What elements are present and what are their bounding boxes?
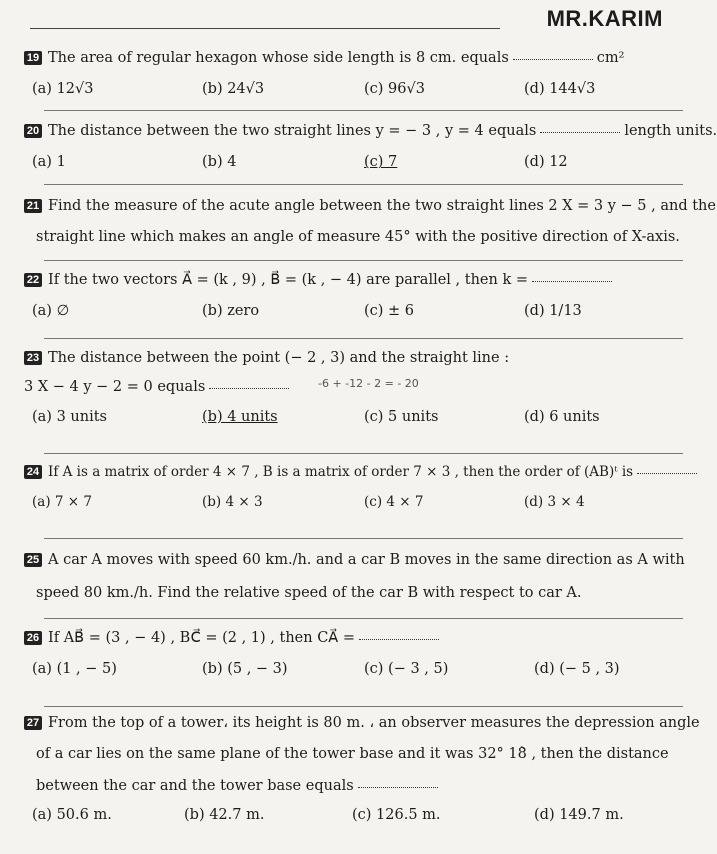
question-25 (24, 552, 683, 603)
question-20 (24, 123, 717, 176)
question-text: If A is a matrix of order 4 × 7 , B is a matrix of order 7 × 3 , then the order of (AB)ᵗ is (48, 464, 634, 480)
option-c: (c) (− 3 , 5) (364, 661, 449, 678)
option-c: (c) 96√3 (364, 81, 425, 98)
question-number: 23 (24, 351, 42, 365)
question-text: From the top of a tower، its height is 80 m. ، an observer measures the depression angle (48, 715, 700, 731)
question-text: The area of regular hexagon whose side length is 8 cm. equals (48, 50, 509, 66)
option-c: (c) 5 units (364, 408, 439, 425)
option-d: (d) 3 × 4 (524, 494, 585, 511)
divider (44, 110, 683, 111)
question-number: 25 (24, 553, 42, 567)
question-number: 19 (24, 51, 42, 65)
question-21 (24, 198, 716, 247)
option-a: (a) 3 units (32, 408, 107, 425)
option-b: (b) 24√3 (202, 81, 265, 98)
question-number: 22 (24, 273, 42, 287)
question-text: The distance between the two straight lines y = − 3 , y = 4 equals (48, 123, 537, 139)
option-b: (b) (5 , − 3) (202, 661, 288, 678)
question-number: 27 (24, 716, 42, 730)
answer-blank (209, 388, 289, 389)
page-header: MR.KARIM (546, 6, 663, 31)
divider (44, 706, 683, 707)
header-rule-left (30, 28, 500, 29)
question-text: Find the measure of the acute angle between the two straight lines 2 X = 3 y − 5 , and the (48, 198, 716, 214)
question-text: A car A moves with speed 60 km./h. and a car B moves in the same direction as A with (48, 552, 685, 568)
question-24 (24, 464, 683, 516)
question-number: 26 (24, 631, 42, 645)
option-a: (a) ∅ (32, 303, 70, 320)
option-b: (b) 42.7 m. (184, 807, 265, 824)
question-23 (24, 350, 683, 431)
option-d: (d) 149.7 m. (534, 807, 624, 824)
question-26 (24, 630, 683, 683)
handwritten-note: -6 + -12 - 2 = - 20 (318, 377, 419, 390)
option-c: (c) 4 × 7 (364, 494, 424, 511)
question-text-line2: of a car lies on the same plane of the tower base and it was 32° 18̀ , then the distance (36, 746, 669, 763)
answer-blank (532, 281, 612, 282)
question-tail: cm² (596, 50, 625, 66)
option-a: (a) 50.6 m. (32, 807, 112, 824)
question-text-line2: speed 80 km./h. Find the relative speed of the car B with respect to car A. (36, 585, 582, 602)
divider (44, 618, 683, 619)
question-text: If the two vectors A⃗ = (k , 9) , B⃗ = (k , − 4) are parallel , then k = (48, 272, 529, 288)
question-19 (24, 50, 683, 103)
option-a: (a) (1 , − 5) (32, 661, 117, 678)
option-c: (c) 126.5 m. (352, 807, 441, 824)
option-a: (a) 7 × 7 (32, 494, 92, 511)
answer-blank (540, 132, 620, 133)
divider (44, 538, 683, 539)
question-text: The distance between the point (− 2 , 3) and the straight line : (48, 350, 510, 366)
question-number: 24 (24, 465, 42, 479)
divider (44, 260, 683, 261)
question-27 (24, 715, 700, 829)
option-c: (c) ± 6 (364, 303, 415, 320)
option-b: (b) 4 × 3 (202, 494, 263, 511)
question-number: 20 (24, 124, 42, 138)
divider (44, 338, 683, 339)
option-a: (a) 12√3 (32, 81, 94, 98)
divider (44, 184, 683, 185)
question-tail: length units. (624, 123, 717, 139)
question-22 (24, 272, 683, 325)
answer-blank (358, 787, 438, 788)
option-b: (b) 4 (202, 154, 237, 171)
option-d: (d) 1/13 (524, 303, 582, 320)
option-b: (b) 4 units (202, 408, 278, 425)
answer-blank (513, 59, 593, 60)
question-text: If AB⃗ = (3 , − 4) , BC⃗ = (2 , 1) , then CA⃗ = (48, 630, 355, 646)
divider (44, 453, 683, 454)
question-text-line2: straight line which makes an angle of measure 45° with the positive direction of X-axis. (36, 229, 680, 246)
option-c: (c) 7 (364, 154, 398, 171)
option-d: (d) (− 5 , 3) (534, 661, 620, 678)
answer-blank (637, 473, 697, 474)
question-text-line3: between the car and the tower base equals (36, 777, 354, 794)
option-b: (b) zero (202, 303, 260, 320)
answer-blank (359, 639, 439, 640)
option-d: (d) 6 units (524, 408, 600, 425)
question-text-line2: 3 X − 4 y − 2 = 0 equals (24, 379, 206, 396)
option-a: (a) 1 (32, 154, 66, 171)
option-d: (d) 144√3 (524, 81, 596, 98)
question-number: 21 (24, 199, 42, 213)
option-d: (d) 12 (524, 154, 568, 171)
